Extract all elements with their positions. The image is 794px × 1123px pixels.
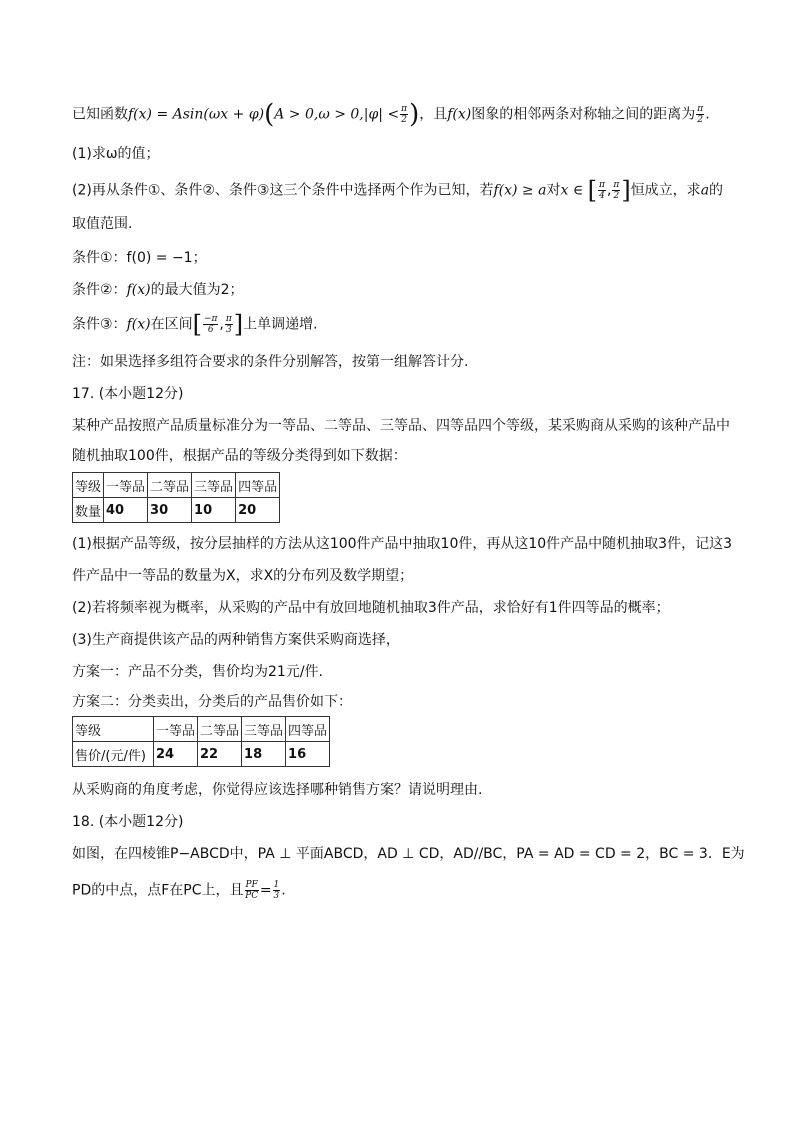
fraction-pf-over-pc: $\frac{PF}{PC}$: [245, 880, 259, 901]
q17-question: 从采购商的角度考虑，你觉得应该选择哪种销售方案？请说明理由.: [72, 782, 483, 798]
q16-note: 注：如果选择多组符合要求的条件分别解答，按第一组解答计分.: [72, 354, 469, 370]
q17-header: 17. (本小题12分): [72, 386, 184, 402]
table-header-row: 等级 一等品 二等品 三等品 四等品: [73, 717, 330, 742]
q16-condition-1: 条件①：f(0) = −1；: [72, 250, 207, 266]
interval-pi-over-3: $\frac{\pi}{3}$: [225, 314, 232, 335]
table-header-row: 等级 一等品 二等品 三等品 四等品: [73, 473, 280, 498]
q18-line2: PD的中点，点F在PC上，且 $\frac{PF}{PC}$ = $\frac{1}{3}$ .: [72, 880, 286, 901]
fraction-one-third: $\frac{1}{3}$: [273, 880, 280, 901]
q17-part3: (3)生产商提供该产品的两种销售方案供采购商选择，: [72, 632, 400, 648]
q18-header: 18. (本小题12分): [72, 814, 184, 830]
q18-line1: 如图，在四棱锥P−ABCD中，PA ⊥ 平面ABCD，AD ⊥ CD，AD//BC，PA = AD = CD = 2，BC = 3．E为: [72, 846, 745, 862]
q17-quantity-table: [72, 472, 280, 523]
right-paren: ): [409, 99, 420, 130]
interval-pi-over-4: $\frac{\pi}{4}$: [599, 180, 605, 201]
q16-part1: (1)求ω的值；: [72, 146, 160, 162]
q17-part1-line1: (1)根据产品等级，按分层抽样的方法从这100件产品中抽取10件，再从这10件产品中随机抽取3件，记这3: [72, 536, 732, 552]
q16-part2-line1: (2)再从条件①、条件②、条件③这三个条件中选择两个作为已知，若f(x) ≥ a对x ∈ [ $\frac{\pi}{4}$ , $\frac{\pi}{2}$ ]恒成立，求a的: [72, 176, 724, 205]
q17-part2: (2)若将频率视为概率，从采购的产品中有放回地随机抽取3件产品，求恰好有1件四等品的概率；: [72, 600, 670, 616]
q16-part2-line2: 取值范围.: [72, 216, 133, 232]
q16-intro-line: 已知函数f(x) = Asin(ωx + φ)(A > 0,ω > 0,|φ| < $\frac{\pi}{2}$ )，且f(x)图象的相邻两条对称轴之间的距离为 $\frac{\pi}{2}$ .: [72, 99, 710, 130]
q16-condition-2: 条件②：f(x)的最大值为2；: [72, 282, 244, 298]
fraction-pi-over-2-b: $\frac{\pi}{2}$: [697, 104, 704, 125]
q17-para1: 某种产品按照产品质量标准分为一等品、二等品、三等品、四等品四个等级，某采购商从采购的该种产品中: [72, 418, 730, 434]
fraction-pi-over-2: $\frac{\pi}{2}$: [401, 104, 408, 125]
q17-part1-line2: 件产品中一等品的数量为X，求X的分布列及数学期望；: [72, 568, 414, 584]
q16-conditions: A > 0,ω > 0,|φ| <: [274, 106, 400, 123]
q16-function: f(x) = Asin(ωx + φ): [128, 106, 265, 123]
interval-neg-pi-over-6: $\frac{-\pi}{6}$: [203, 314, 218, 335]
table-row: 数量 40 30 10 20: [73, 498, 280, 523]
table-row: 售价/(元/件) 24 22 18 16: [73, 742, 330, 767]
left-paren: (: [264, 99, 275, 130]
q17-plan1: 方案一：产品不分类，售价均为21元/件.: [72, 664, 323, 680]
q16-intro-text: 已知函数: [72, 106, 128, 123]
q16-condition-3: 条件③：f(x)在区间[ $\frac{-\pi}{6}$ , $\frac{\pi}{3}$ ]上单调递增.: [72, 310, 318, 339]
q17-plan2: 方案二：分类卖出，分类后的产品售价如下：: [72, 694, 352, 710]
q17-para2: 随机抽取100件，根据产品的等级分类得到如下数据：: [72, 448, 407, 464]
interval-pi-over-2: $\frac{\pi}{2}$: [613, 180, 620, 201]
q17-price-table: [72, 716, 330, 767]
